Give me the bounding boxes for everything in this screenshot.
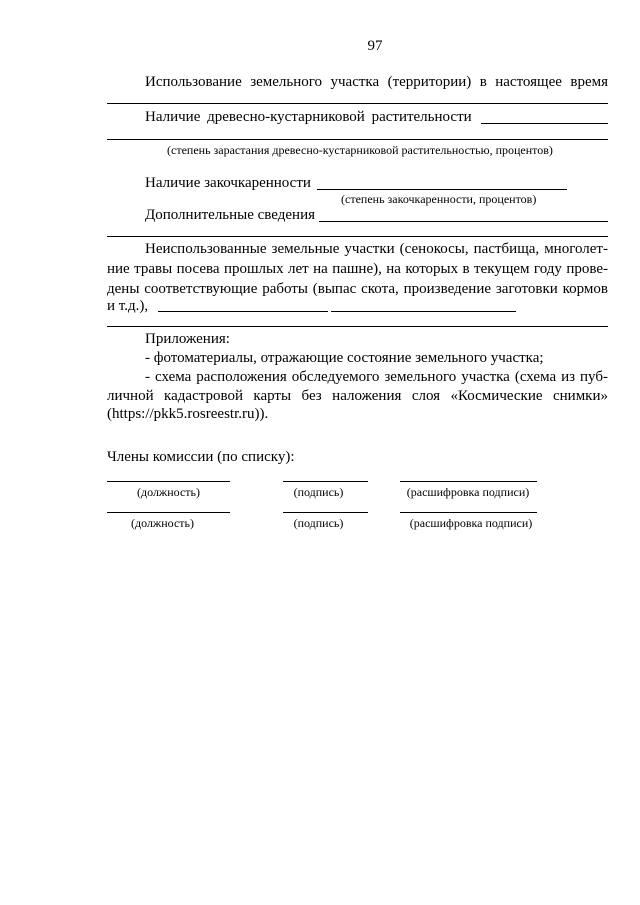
signature-line-2[interactable]: [283, 512, 368, 513]
vegetation-label: Наличие древесно-кустарниковой растительности: [145, 109, 472, 125]
position-caption-2: (должность): [131, 516, 194, 530]
page-number: 97: [367, 38, 383, 54]
position-line-2[interactable]: [107, 512, 230, 513]
vegetation-blank-short[interactable]: [481, 123, 608, 124]
attachments-item-2-line-2: личной кадастровой карты без наложения слоя «Космические снимки»: [107, 388, 608, 404]
unused-line-2: ние травы посева прошлых лет на пашне), на которых в текущем году прове-: [107, 261, 608, 277]
unused-blank-2[interactable]: [331, 311, 516, 312]
decoding-caption-2: (расшифровка подписи): [409, 516, 533, 530]
attachments-item-1: - фотоматериалы, отражающие состояние земельного участка;: [145, 350, 544, 366]
usage-blank-line[interactable]: [107, 103, 608, 104]
additional-blank-short[interactable]: [319, 221, 608, 222]
unused-blank-1[interactable]: [158, 311, 328, 312]
signature-caption-1: (подпись): [293, 485, 344, 499]
additional-label: Дополнительные сведения: [145, 207, 316, 223]
stones-caption: (степень закочкаренности, процентов): [341, 192, 537, 206]
usage-label: Использование земельного участка (территории) в настоящее время: [145, 74, 608, 90]
position-line-1[interactable]: [107, 481, 230, 482]
vegetation-blank-line[interactable]: [107, 139, 608, 140]
additional-blank-line[interactable]: [107, 236, 608, 237]
unused-line-4: и т.д.),: [107, 298, 149, 314]
attachments-item-2-line-1: - схема расположения обследуемого земельного участка (схема из пуб-: [145, 369, 608, 385]
decoding-line-1[interactable]: [400, 481, 537, 482]
signature-line-1[interactable]: [283, 481, 368, 482]
unused-line-3: дены соответствующие работы (выпас скота, произведение заготовки кормов: [107, 281, 608, 297]
decoding-line-2[interactable]: [400, 512, 537, 513]
attachments-title: Приложения:: [145, 331, 230, 347]
commission-title: Члены комиссии (по списку):: [107, 449, 295, 465]
unused-blank-line[interactable]: [107, 326, 608, 327]
decoding-caption-1: (расшифровка подписи): [406, 485, 530, 499]
stones-label: Наличие закочкаренности: [145, 175, 311, 191]
vegetation-caption: (степень зарастания древесно-кустарниковой растительностью, процентов): [167, 143, 553, 157]
attachments-item-2-line-3: (https://pkk5.rosreestr.ru)).: [107, 406, 269, 422]
position-caption-1: (должность): [137, 485, 200, 499]
unused-line-1: Неиспользованные земельные участки (сенокосы, пастбища, многолет-: [145, 241, 608, 257]
stones-blank-line[interactable]: [317, 189, 567, 190]
signature-caption-2: (подпись): [293, 516, 344, 530]
